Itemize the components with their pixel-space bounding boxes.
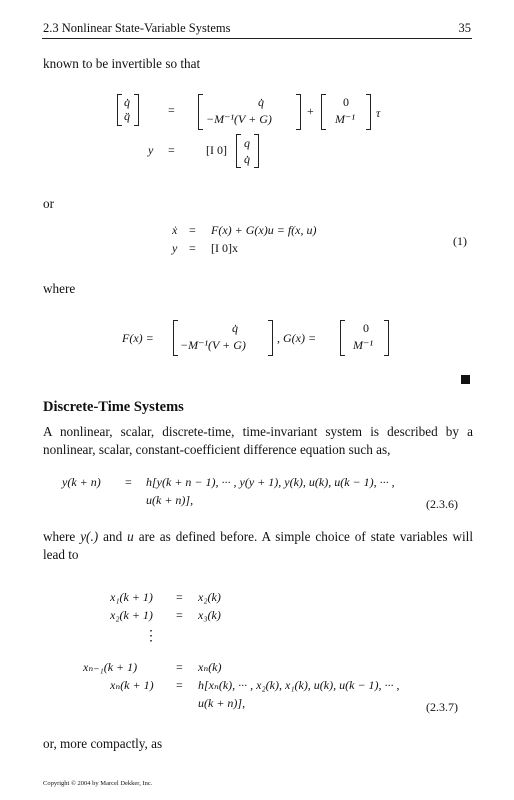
left-bracket — [236, 134, 241, 168]
where-text: where — [43, 281, 76, 296]
equals-sign: = — [189, 241, 196, 255]
section-heading: Discrete-Time Systems — [43, 399, 184, 415]
matrix-entry: q̇ — [232, 321, 238, 335]
paragraph-state-choice: where y(.) and u are as defined before. A simple choice of state variables will lead to — [43, 529, 473, 562]
left-bracket — [198, 94, 203, 130]
plus-sign: + — [307, 104, 314, 118]
equals-sign: = — [125, 475, 132, 489]
vec-q: q — [244, 136, 250, 150]
intro-text: known to be invertible so that — [43, 56, 201, 71]
row-rhs-continued: u(k + n)], — [198, 696, 246, 710]
matrix-entry: M⁻¹ — [353, 338, 373, 352]
equals-sign: = — [176, 660, 183, 674]
selection-matrix: [I 0] — [206, 143, 227, 157]
equals-sign: = — [176, 678, 183, 692]
running-header: 2.3 Nonlinear State-Variable Systems — [43, 21, 231, 35]
equals-sign: = — [168, 143, 175, 157]
row-rhs: h[xₙ(k), ··· , x₂(k), x₁(k), u(k), u(k − 1), ··· , — [198, 678, 400, 692]
right-bracket — [134, 94, 139, 126]
row-lhs: xₙ(k + 1) — [110, 678, 154, 692]
left-bracket — [173, 320, 178, 356]
row-lhs: x₂(k + 1) — [110, 608, 153, 622]
right-bracket — [296, 94, 301, 130]
rhs-line-1: h[y(k + n − 1), ··· , y(y + 1), y(k), u(k), u(k − 1), ··· , — [146, 475, 395, 489]
equals-sign: = — [176, 590, 183, 604]
or-text: or — [43, 196, 54, 211]
g-of-x-label: , G(x) = — [277, 331, 317, 345]
paragraph-discrete: A nonlinear, scalar, discrete-time, time-invariant system is described by a nonlinear, scalar, constant-coefficient difference equation such as, — [43, 424, 473, 457]
matrix-entry: q̇ — [258, 95, 264, 109]
vec-q-ddot: q̈ — [124, 109, 130, 123]
left-bracket — [321, 94, 326, 130]
equals-sign: = — [168, 103, 175, 117]
matrix-entry: M⁻¹ — [335, 112, 355, 126]
lhs-y-k-plus-n: y(k + n) — [62, 475, 101, 489]
end-of-proof-square — [461, 375, 470, 384]
matrix-entry: 0 — [343, 95, 349, 109]
equals-sign: = — [189, 223, 196, 237]
vec-q-dot: q̇ — [124, 95, 130, 109]
left-bracket — [117, 94, 122, 126]
matrix-entry: −M⁻¹(V + G) — [180, 338, 246, 352]
right-bracket — [254, 134, 259, 168]
vec-q-dot: q̇ — [244, 152, 250, 166]
lhs-y: y — [172, 241, 178, 255]
row-rhs: x₂(k) — [198, 590, 221, 604]
rhs-state-equation: F(x) + G(x)u = f(x, u) — [211, 223, 317, 237]
row-lhs: x₁(k + 1) — [110, 590, 153, 604]
output-y: y — [148, 143, 154, 157]
header-rule — [42, 38, 472, 39]
equation-number: (2.3.6) — [426, 497, 458, 511]
lhs-x-dot: ẋ — [172, 223, 178, 237]
closing-text: or, more compactly, as — [43, 736, 163, 751]
right-bracket — [366, 94, 371, 130]
left-bracket — [340, 320, 345, 356]
row-rhs: xₙ(k) — [198, 660, 222, 674]
equation-number: (2.3.7) — [426, 700, 458, 714]
matrix-entry: −M⁻¹(V + G) — [206, 112, 272, 126]
rhs-line-2: u(k + n)], — [146, 493, 194, 507]
page-number: 35 — [458, 21, 471, 35]
rhs-output-equation: [I 0]x — [211, 241, 238, 255]
equals-sign: = — [176, 608, 183, 622]
copyright-footer: Copyright © 2004 by Marcel Dekker, Inc. — [43, 780, 153, 787]
row-rhs: x₃(k) — [198, 608, 221, 622]
right-bracket — [268, 320, 273, 356]
right-bracket — [384, 320, 389, 356]
matrix-entry: 0 — [363, 321, 369, 335]
tau-symbol: τ — [376, 106, 381, 120]
f-of-x-label: F(x) = — [122, 331, 154, 345]
vertical-dots: ⋮ — [144, 629, 158, 644]
row-lhs: xₙ₋₁(k + 1) — [83, 660, 138, 674]
equation-number: (1) — [453, 234, 467, 248]
